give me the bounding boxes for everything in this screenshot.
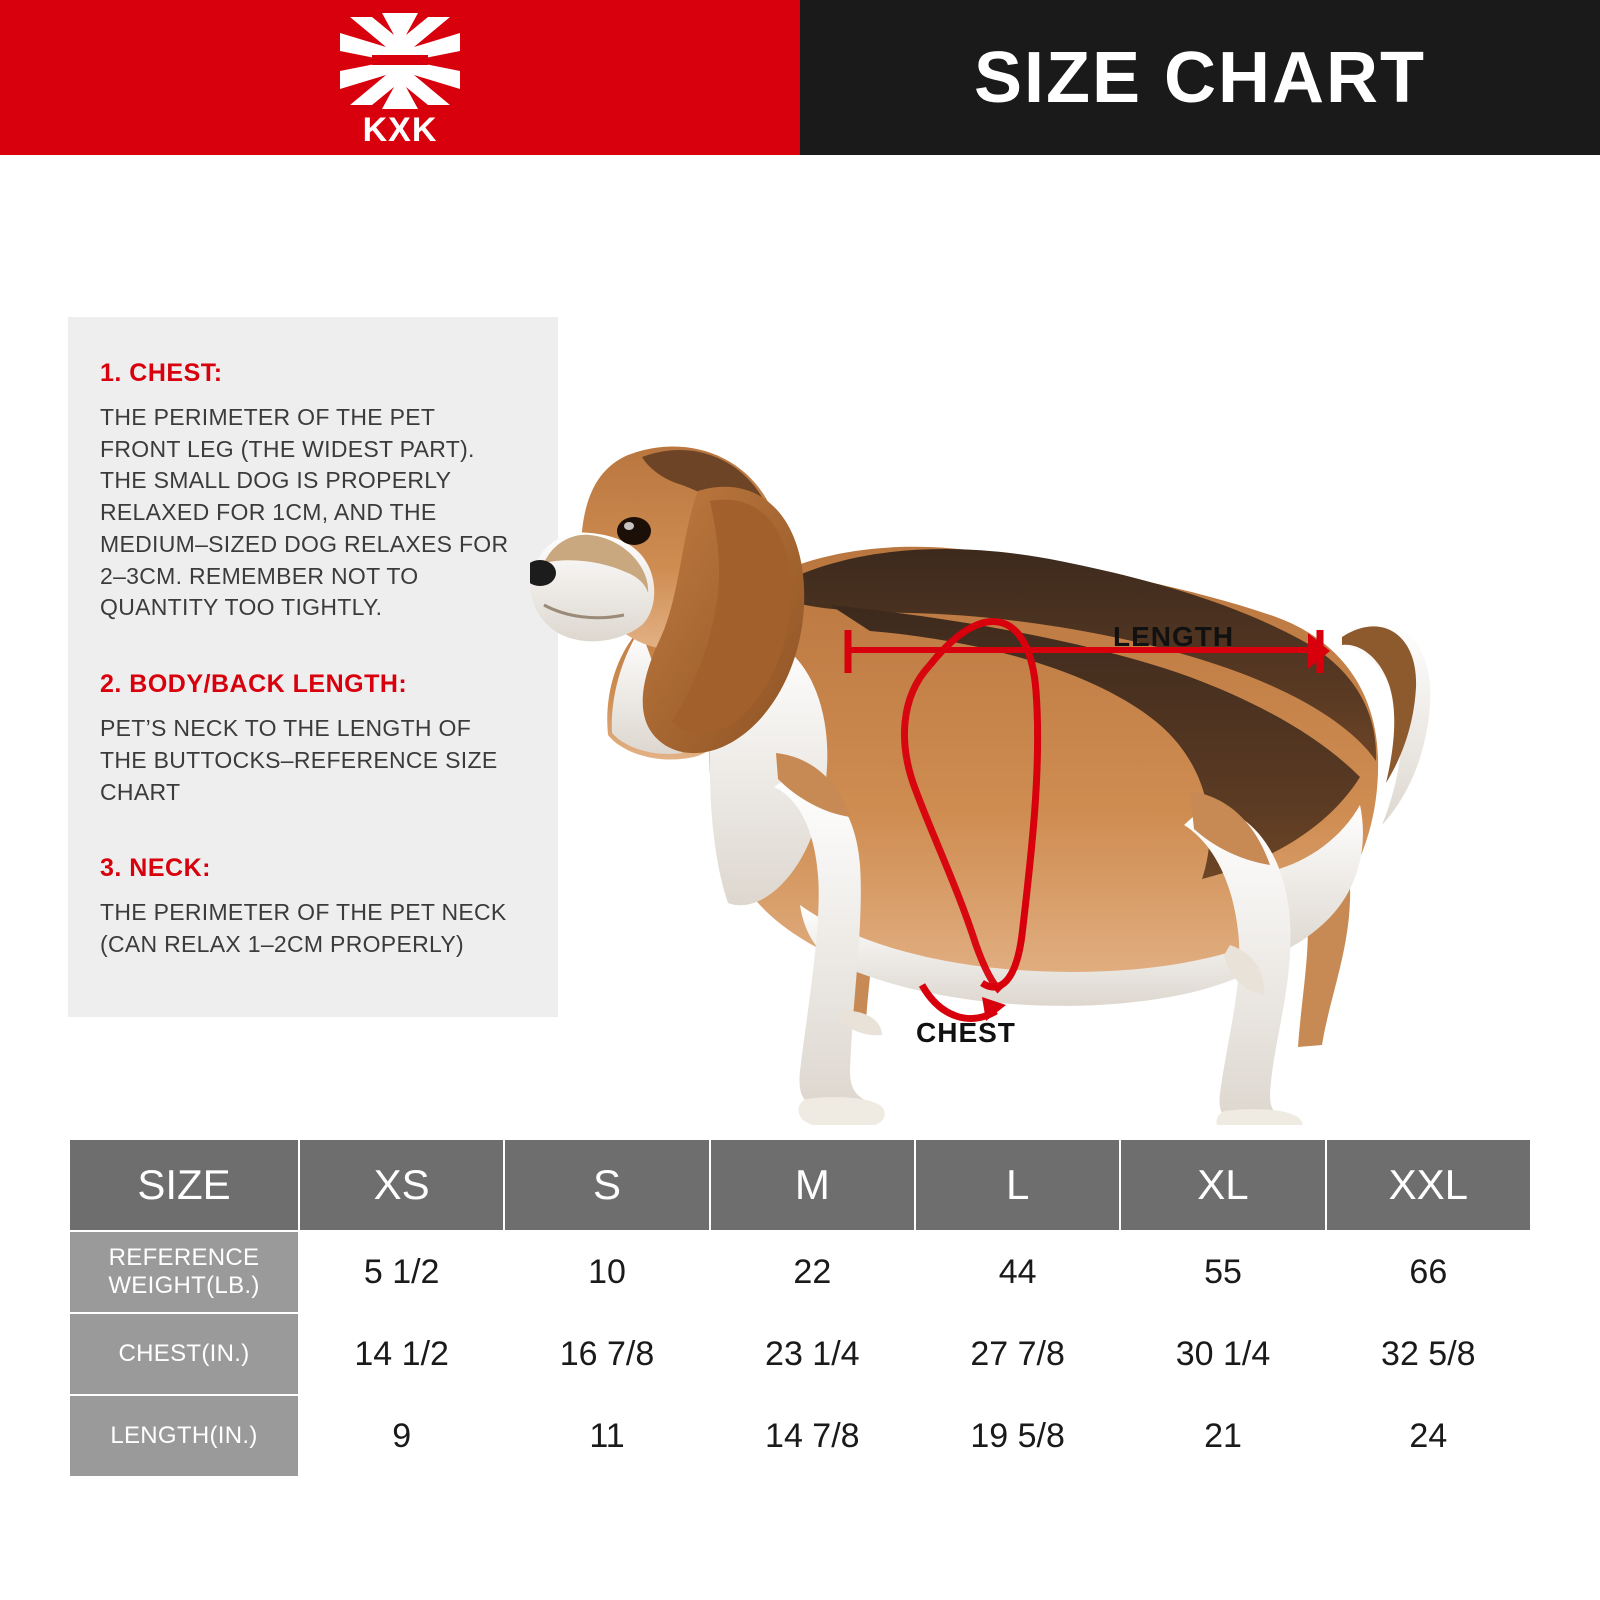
table-cell: 10 <box>504 1231 709 1313</box>
size-table-container <box>68 1138 1532 1478</box>
length-label: LENGTH <box>1113 621 1235 652</box>
brand-name: KXK <box>362 111 438 149</box>
row-label-reference-weight <box>69 1231 299 1313</box>
size-table <box>68 1138 1532 1478</box>
instruction-heading: 1. CHEST: <box>100 359 223 387</box>
table-cell: 14 1/2 <box>299 1313 504 1395</box>
page-title: SIZE CHART <box>974 37 1426 118</box>
table-header-cell: XS <box>299 1139 504 1231</box>
table-header-row <box>69 1139 1531 1231</box>
page-header <box>0 0 1600 155</box>
main-content <box>0 155 1600 1145</box>
instruction-body: THE PERIMETER OF THE PET FRONT LEG (THE WIDEST PART). THE SMALL DOG IS PROPERLY RELAXED FOR 1CM, AND THE MEDIUM–SIZED DOG RELAXES FOR 2–3CM. REMEMBER NOT TO QUANTITY TOO TIGHTLY. <box>100 404 509 621</box>
row-label-chest <box>69 1313 299 1395</box>
kxk-logo-icon <box>310 9 490 109</box>
table-header-cell: XL <box>1120 1139 1325 1231</box>
table-cell: 5 1/2 <box>299 1231 504 1313</box>
beagle-side-view-photo <box>530 305 1540 1125</box>
row-label-line2: WEIGHT(LB.) <box>108 1272 260 1299</box>
table-row <box>69 1231 1531 1313</box>
brand-bar <box>0 0 800 155</box>
table-cell: 22 <box>710 1231 915 1313</box>
table-row <box>69 1313 1531 1395</box>
table-row <box>69 1395 1531 1477</box>
instruction-heading: 3. NECK: <box>100 854 211 883</box>
table-header-cell: M <box>710 1139 915 1231</box>
table-cell: 32 5/8 <box>1326 1313 1531 1395</box>
table-header-cell: S <box>504 1139 709 1231</box>
table-cell: 27 7/8 <box>915 1313 1120 1395</box>
row-label-length <box>69 1395 299 1477</box>
instruction-body: THE PERIMETER OF THE PET NECK (CAN RELAX 1–2CM PROPERLY) <box>100 899 507 958</box>
table-cell: 66 <box>1326 1231 1531 1313</box>
instruction-item-neck <box>100 854 520 960</box>
instruction-item-body-length <box>100 670 520 808</box>
table-cell: 11 <box>504 1395 709 1477</box>
table-cell: 30 1/4 <box>1120 1313 1325 1395</box>
table-header-cell: L <box>915 1139 1120 1231</box>
table-cell: 24 <box>1326 1395 1531 1477</box>
table-cell: 19 5/8 <box>915 1395 1120 1477</box>
table-header-cell: XXL <box>1326 1139 1531 1231</box>
brand-logo <box>310 9 490 150</box>
table-cell: 44 <box>915 1231 1120 1313</box>
table-cell: 21 <box>1120 1395 1325 1477</box>
dog-measure-diagram <box>530 305 1540 1125</box>
table-cell: 16 7/8 <box>504 1313 709 1395</box>
row-label-line1: CHEST(IN.) <box>118 1340 250 1368</box>
instruction-body: PET’S NECK TO THE LENGTH OF THE BUTTOCKS–REFERENCE SIZE CHART <box>100 715 498 805</box>
instruction-heading: 2. BODY/BACK LENGTH: <box>100 670 408 699</box>
instruction-item-chest <box>100 359 520 624</box>
table-cell: 23 1/4 <box>710 1313 915 1395</box>
table-cell: 14 7/8 <box>710 1395 915 1477</box>
table-cell: 9 <box>299 1395 504 1477</box>
measure-instructions-panel <box>68 317 558 1017</box>
row-label-line1: LENGTH(IN.) <box>110 1422 258 1450</box>
chest-label: CHEST <box>916 1017 1016 1048</box>
table-header-cell: SIZE <box>69 1139 299 1231</box>
title-bar <box>800 0 1600 155</box>
row-label-line1: REFERENCE <box>108 1244 260 1272</box>
table-cell: 55 <box>1120 1231 1325 1313</box>
